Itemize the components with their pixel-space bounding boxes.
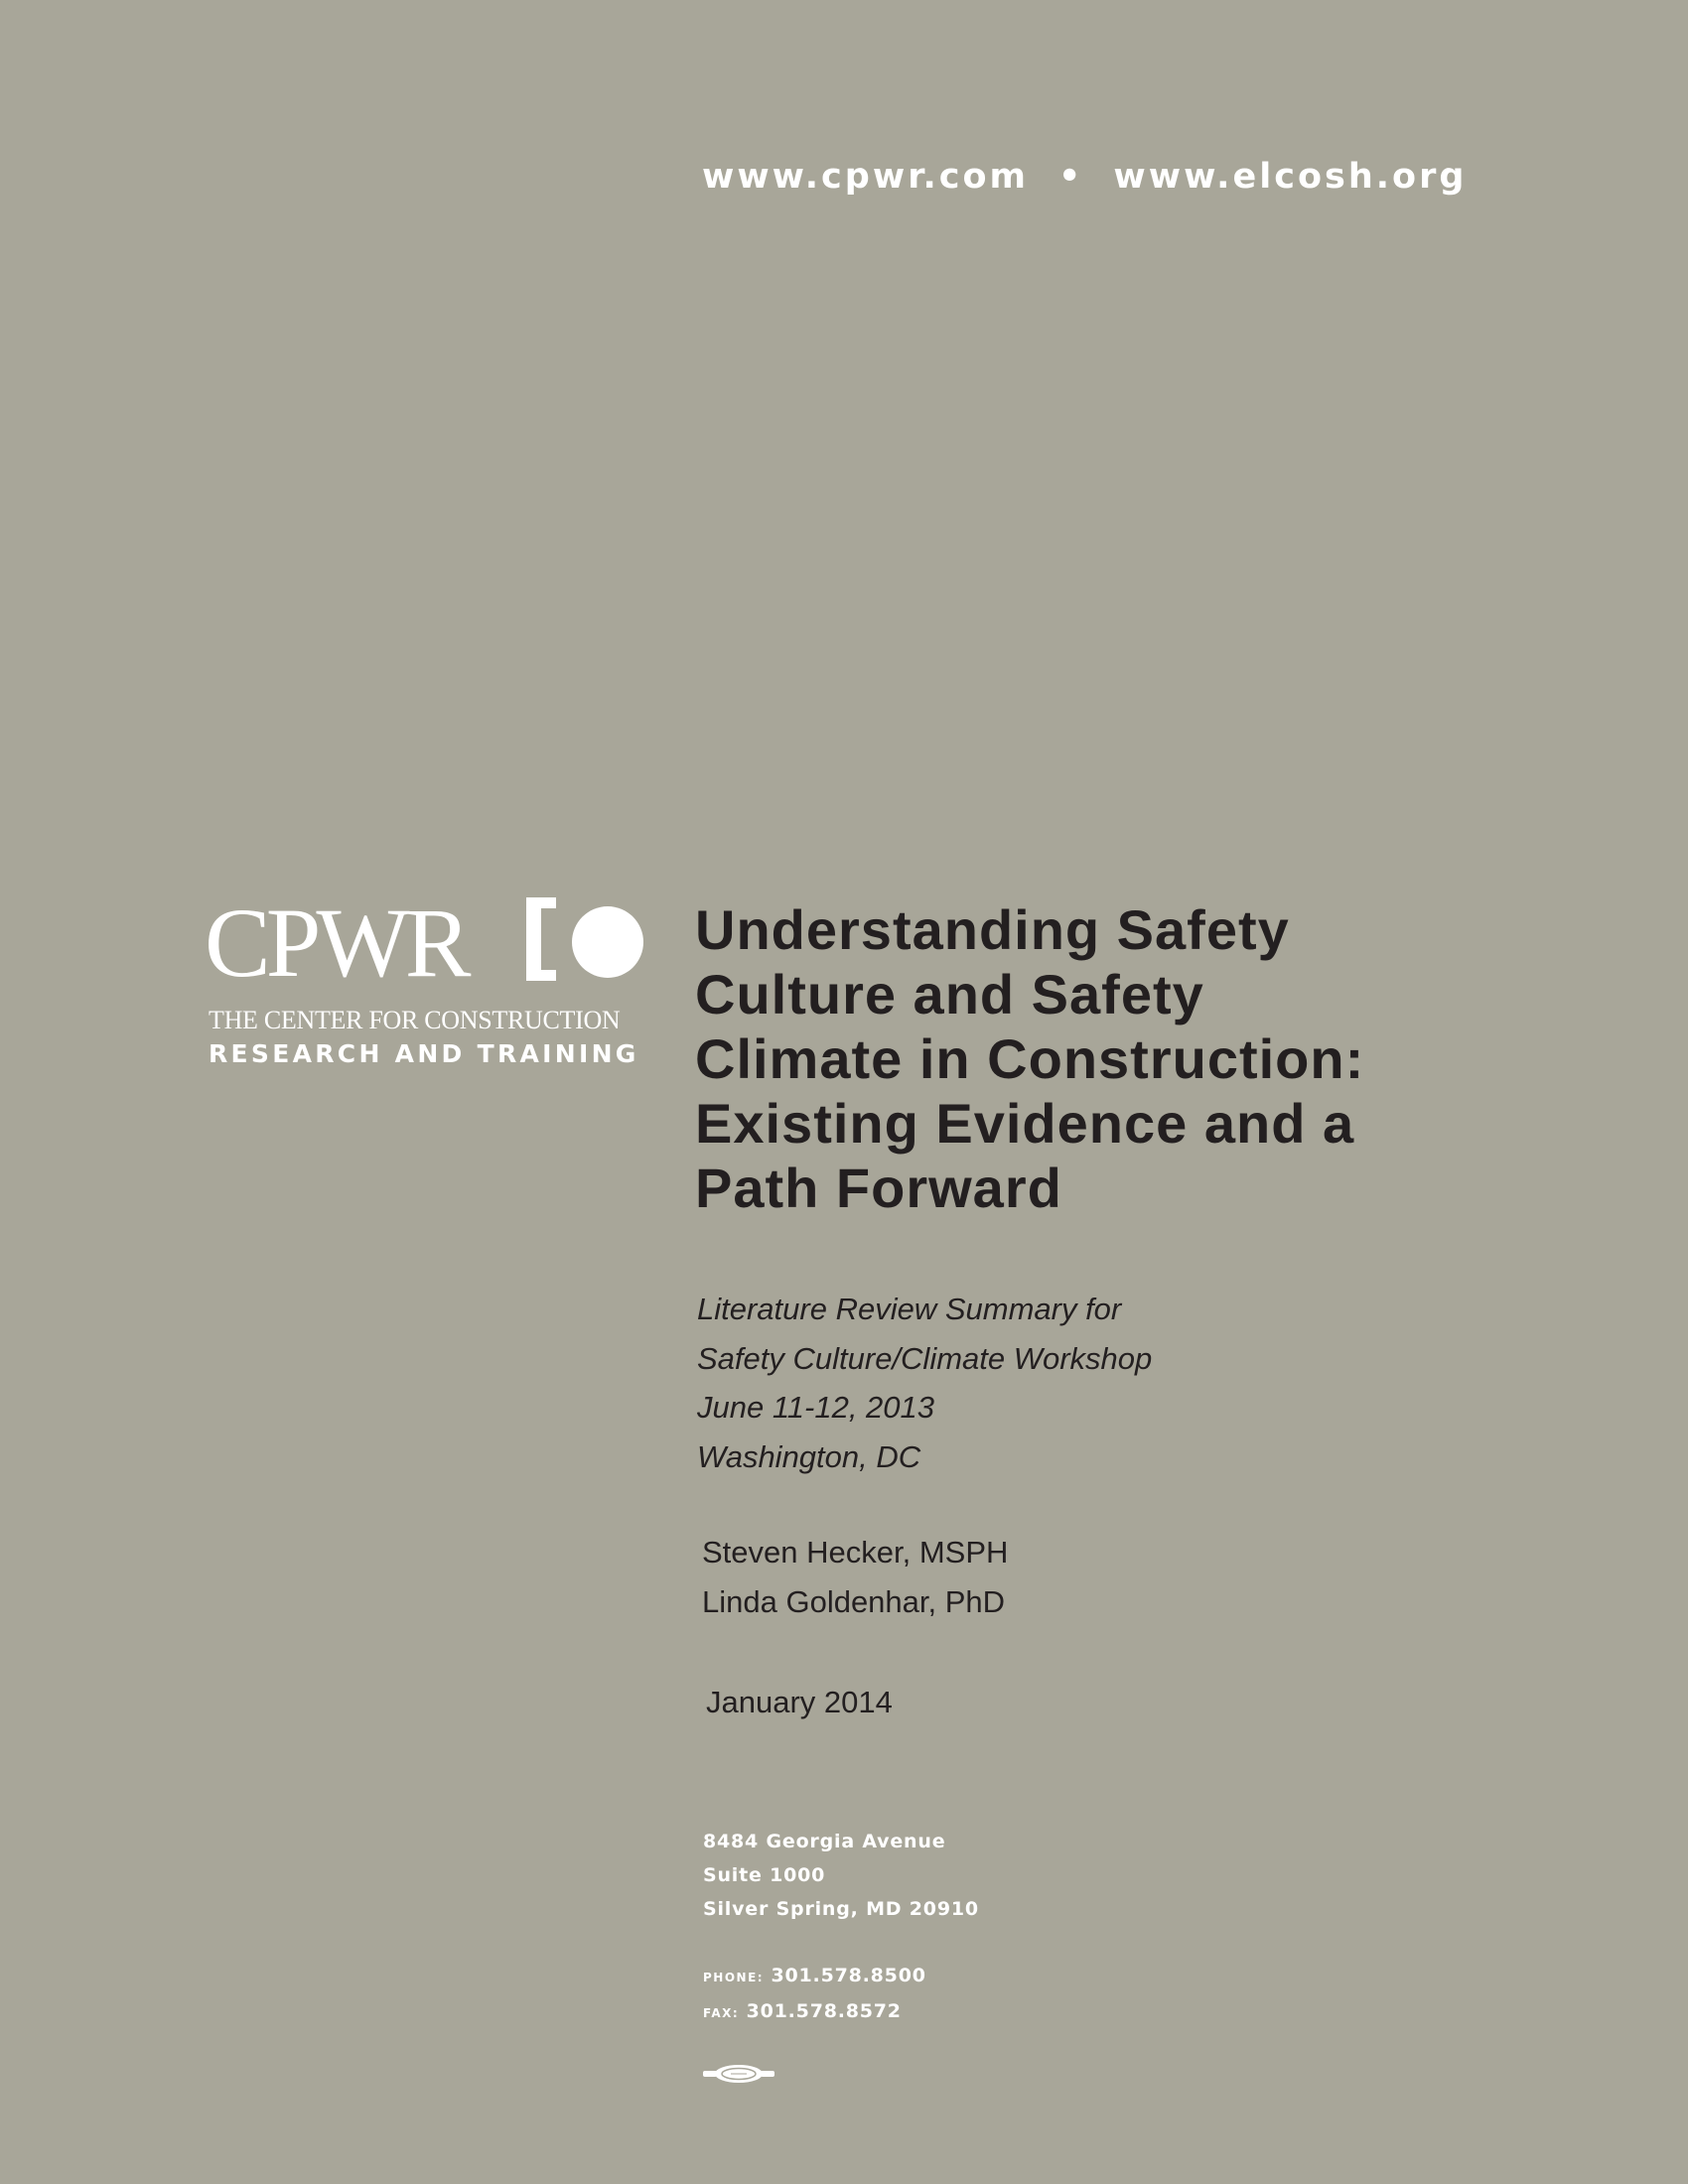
phone-row bbox=[703, 1959, 926, 1994]
fax-row bbox=[703, 1994, 926, 2030]
author-name: Steven Hecker, MSPH bbox=[702, 1535, 1009, 1570]
cpwr-website-link[interactable]: www.cpwr.com bbox=[702, 157, 1030, 197]
author-name: Linda Goldenhar, PhD bbox=[702, 1583, 1006, 1619]
title-line: Existing Evidence and a bbox=[695, 1092, 1355, 1155]
document-subtitle bbox=[697, 1285, 1152, 1481]
logo-subtitle-line1: THE CENTER FOR CONSTRUCTION bbox=[209, 1006, 621, 1034]
union-label-bug-icon bbox=[701, 2062, 776, 2086]
bracket-circle-logo-mark-icon bbox=[520, 897, 644, 981]
author-list bbox=[702, 1528, 1008, 1626]
title-line: Path Forward bbox=[695, 1157, 1062, 1219]
title-line: Climate in Construction: bbox=[695, 1027, 1365, 1090]
subtitle-line: Literature Review Summary for bbox=[697, 1292, 1122, 1326]
title-line: Culture and Safety bbox=[695, 963, 1204, 1025]
elcosh-website-link[interactable]: www.elcosh.org bbox=[1113, 157, 1468, 197]
phone-number: 301.578.8500 bbox=[771, 1965, 926, 1986]
address-suite: Suite 1000 bbox=[703, 1864, 826, 1886]
phone-label: PHONE: bbox=[703, 1971, 765, 1984]
fax-label: FAX: bbox=[703, 2006, 740, 2020]
subtitle-line: Safety Culture/Climate Workshop bbox=[697, 1340, 1153, 1376]
address-city: Silver Spring, MD 20910 bbox=[703, 1898, 979, 1920]
contact-info bbox=[703, 1959, 926, 2030]
publication-date: January 2014 bbox=[706, 1685, 893, 1719]
fax-number: 301.578.8572 bbox=[746, 2000, 902, 2022]
url-separator: • bbox=[1058, 157, 1084, 197]
header-urls bbox=[702, 157, 1467, 197]
logo-wordmark: CPWR bbox=[205, 887, 467, 998]
subtitle-line: June 11-12, 2013 bbox=[697, 1390, 935, 1425]
subtitle-line: Washington, DC bbox=[697, 1438, 921, 1474]
logo-subtitle-line2: RESEARCH AND TRAINING bbox=[209, 1039, 639, 1068]
mailing-address bbox=[703, 1825, 979, 1926]
title-line: Understanding Safety bbox=[695, 898, 1290, 961]
document-title bbox=[695, 897, 1589, 1220]
address-street: 8484 Georgia Avenue bbox=[703, 1831, 946, 1852]
